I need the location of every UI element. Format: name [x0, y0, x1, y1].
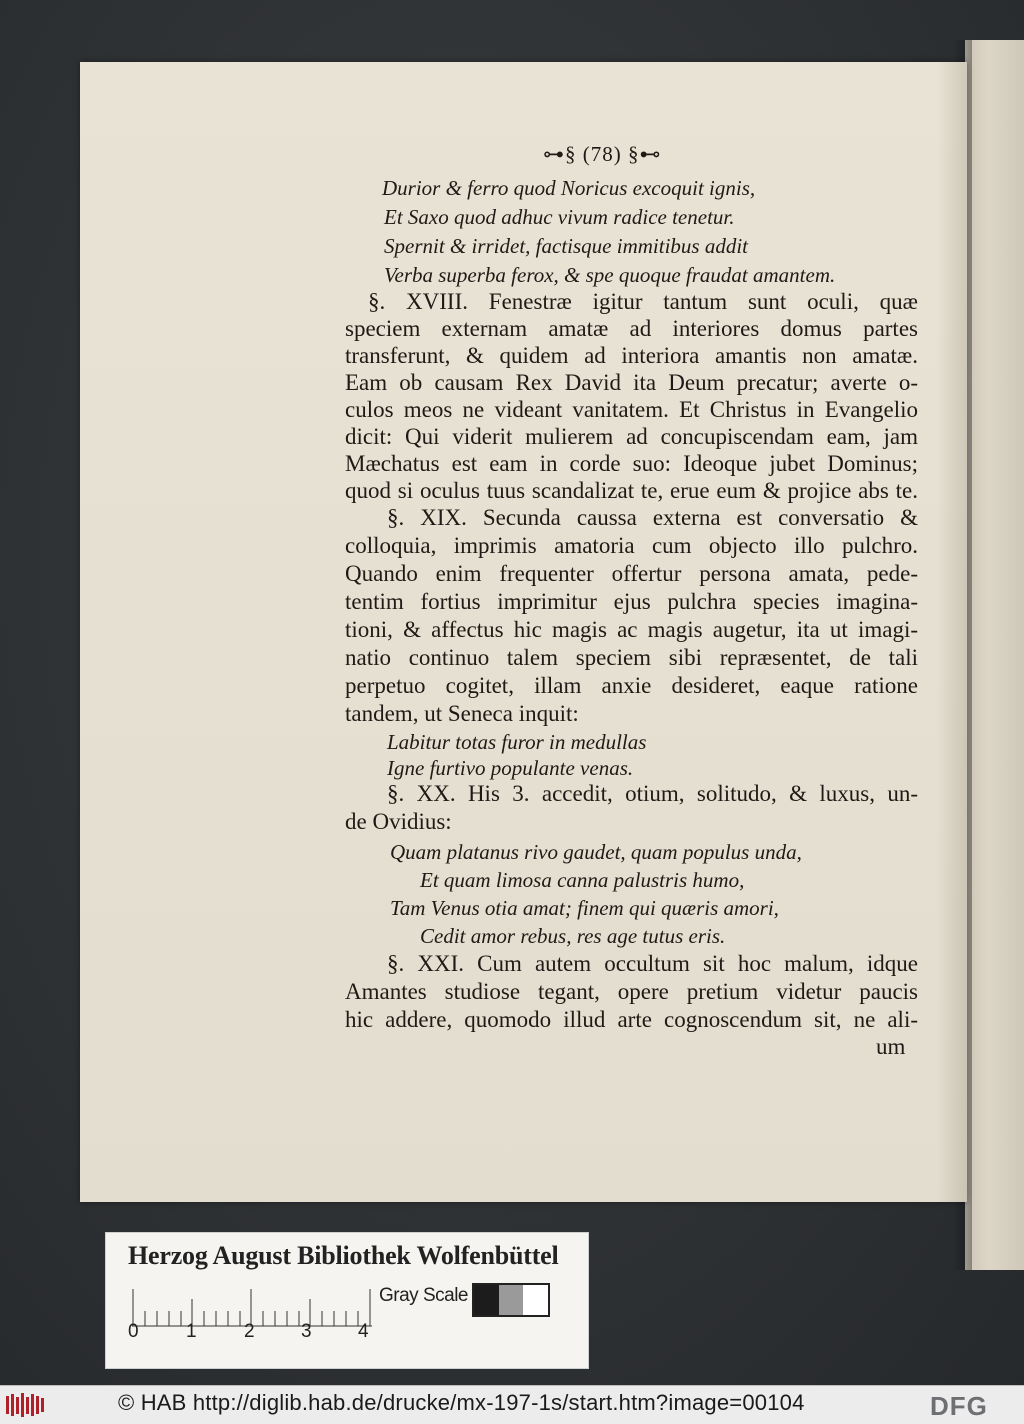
paragraph-line: de Ovidius:: [345, 809, 452, 834]
verse-line: Et Saxo quod adhuc vivum radice tenetur.: [384, 205, 735, 229]
ruler-number: 4: [358, 1321, 369, 1342]
viewer-footer: [0, 1385, 1024, 1424]
gray-scale-label: Gray Scale: [379, 1285, 468, 1306]
paragraph-line: Quando enim frequenter offertur persona amata, pede-: [345, 561, 918, 586]
ruler-number: 3: [301, 1321, 312, 1342]
swatch-gray: [499, 1285, 524, 1315]
hab-logo-icon: [5, 1392, 45, 1418]
paragraph-line: colloquia, imprimis amatoria cum objecto illo pulchro.: [345, 533, 918, 558]
swatch-black: [474, 1285, 499, 1315]
paragraph-line: hic addere, quomodo illud arte cognoscendum sit, ne ali-: [345, 1007, 918, 1032]
verse-line: Durior & ferro quod Noricus excoquit ignis,: [382, 176, 756, 200]
verse-line: Spernit & irridet, factisque immitibus addit: [384, 234, 748, 258]
paragraph-line: Amantes studiose tegant, opere pretium videtur paucis: [345, 979, 918, 1004]
page-header: ⊶§ (78) §⊷: [543, 142, 662, 166]
paragraph-line: dicit: Qui viderit mulierem ad concupiscendam eam, jam: [345, 424, 918, 449]
ruler-number: 2: [244, 1321, 255, 1342]
color-calibration-label: [105, 1232, 589, 1369]
paragraph-line: tentim fortius imprimitur ejus pulchra species imagina-: [345, 589, 918, 614]
paragraph-line: §. XX. His 3. accedit, otium, solitudo, & luxus, un-: [387, 781, 918, 806]
verse-line: Labitur totas furor in medullas: [387, 730, 647, 754]
copyright-link[interactable]: © HAB http://diglib.hab.de/drucke/mx-197-1s/start.htm?image=00104: [118, 1390, 805, 1415]
verse-line: Igne furtivo populante venas.: [387, 756, 634, 780]
paragraph-line: §. XXI. Cum autem occultum sit hoc malum, idque: [387, 951, 918, 976]
verse-line: Cedit amor rebus, res age tutus eris.: [420, 924, 726, 948]
dfg-logo: DFG: [930, 1391, 988, 1421]
paragraph-line: speciem externam amatæ ad interiores domus partes: [345, 316, 918, 341]
verse-line: Tam Venus otia amat; finem qui quæris amori,: [390, 896, 779, 920]
paragraph-line: Eam ob causam Rex David ita Deum precatur; averte o-: [345, 370, 918, 395]
gray-scale-swatches: [472, 1283, 550, 1317]
verse-line: Quam platanus rivo gaudet, quam populus unda,: [390, 840, 802, 864]
paragraph-line: natio continuo talem speciem sibi repræsentet, de tali: [345, 645, 918, 670]
paragraph-line: transferunt, & quidem ad interiora amantis non amatæ.: [345, 343, 918, 368]
library-name: Herzog August Bibliothek Wolfenbüttel: [128, 1241, 559, 1270]
ruler-number: 0: [128, 1321, 139, 1342]
adjacent-page-edge: [965, 40, 1024, 1270]
paragraph-line: culos meos ne videant vanitatem. Et Christus in Evangelio: [345, 397, 918, 422]
ruler-number: 1: [186, 1321, 197, 1342]
paragraph-line: perpetuo cogitet, illam anxie desideret, eaque ratione: [345, 673, 918, 698]
paragraph-line: quod si oculus tuus scandalizat te, erue eum & projice abs te.: [345, 478, 918, 503]
paragraph-line: tandem, ut Seneca inquit:: [345, 701, 579, 726]
swatch-white: [523, 1285, 548, 1315]
verse-line: Et quam limosa canna palustris humo,: [420, 868, 745, 892]
paragraph-line: tioni, & affectus hic magis ac magis augetur, ita ut imagi-: [345, 617, 918, 642]
catchword: um: [876, 1034, 906, 1059]
paragraph-line: §. XVIII. Fenestræ igitur tantum sunt oculi, quæ: [368, 289, 918, 314]
paragraph-line: Mæchatus est eam in corde suo: Ideoque jubet Dominus;: [345, 451, 918, 476]
verse-line: Verba superba ferox, & spe quoque fraudat amantem.: [384, 263, 836, 287]
paragraph-line: §. XIX. Secunda caussa externa est conversatio &: [387, 505, 918, 530]
